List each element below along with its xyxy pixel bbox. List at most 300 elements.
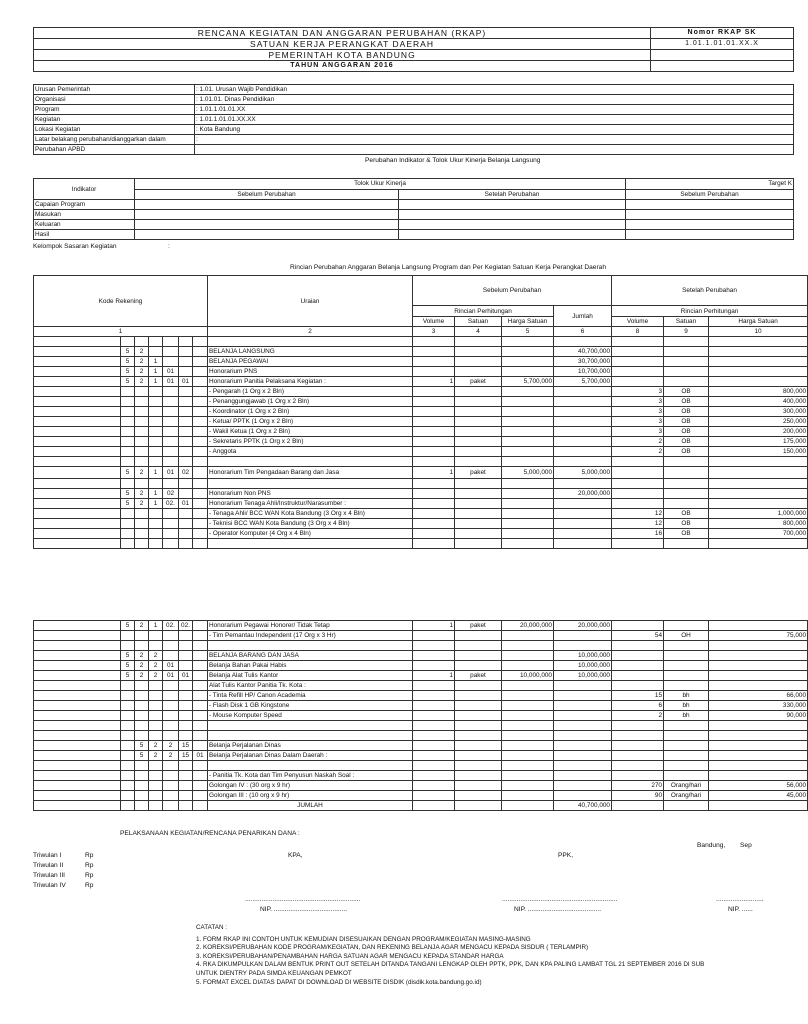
jumlah-cell: 10,000,000 — [554, 661, 612, 671]
kpa-label: KPA, — [288, 852, 303, 859]
jumlah-cell: 20,000,000 — [554, 621, 612, 631]
kode-spacer-cell — [34, 801, 121, 811]
satuan-setelah-cell — [664, 751, 709, 761]
kode-rekening-cell — [163, 731, 179, 741]
col-number-9: 9 — [664, 327, 709, 337]
kode-rekening-cell — [163, 691, 179, 701]
catatan-item: 3. KOREKSI/PERUBAHAN/PENAMBAHAN HARGA SATUAN AGAR MENGACU KEPADA STANDAR HARGA — [196, 952, 504, 960]
info-value: : 1.01.1.01.01.XX — [195, 105, 794, 115]
kode-rekening-cell — [179, 397, 193, 407]
jumlah-cell — [554, 397, 612, 407]
jumlah-cell — [554, 641, 612, 651]
jumlah-cell — [554, 387, 612, 397]
jumlah-cell — [554, 701, 612, 711]
info-label: Program — [34, 105, 195, 115]
volume-setelah-cell — [612, 457, 664, 467]
budget-row — [34, 427, 808, 437]
kode-rekening-cell — [121, 427, 135, 437]
triwulan-row — [33, 852, 113, 862]
satuan-setelah-cell: OB — [664, 417, 709, 427]
volume-cell — [413, 731, 455, 741]
volume-setelah-cell — [612, 661, 664, 671]
jumlah-cell: 40,700,000 — [554, 801, 612, 811]
satuan-cell — [455, 489, 502, 499]
harga-satuan-cell — [502, 539, 554, 549]
budget-row — [34, 791, 808, 801]
kode-rekening-cell — [163, 397, 179, 407]
kode-rekening-cell — [163, 711, 179, 721]
uraian-cell: Golongan III : (10 org x 9 hr) — [208, 791, 413, 801]
kode-spacer-cell — [34, 751, 121, 761]
indikator-setelah-header: Setelah Perubahan — [399, 189, 626, 200]
kode-rekening-cell — [193, 489, 208, 499]
kode-spacer-cell — [34, 539, 121, 549]
kode-spacer-cell — [34, 467, 121, 479]
jumlah-cell — [554, 751, 612, 761]
kode-rekening-cell: 2 — [149, 671, 163, 681]
kode-rekening-cell — [121, 447, 135, 457]
kode-rekening-cell — [135, 479, 149, 489]
target-sebelum-cell — [626, 210, 794, 220]
triwulan-list — [33, 852, 113, 892]
kode-rekening-cell — [163, 437, 179, 447]
kode-rekening-cell — [135, 761, 149, 771]
volume-cell — [413, 499, 455, 509]
volume-header: Volume — [413, 317, 455, 327]
harga-satuan-cell — [502, 387, 554, 397]
kode-rekening-cell — [179, 691, 193, 701]
kode-rekening-cell — [193, 691, 208, 701]
kode-spacer-cell — [34, 347, 121, 357]
harga-setelah-cell — [709, 771, 808, 781]
kode-rekening-cell — [121, 519, 135, 529]
volume-setelah-cell — [612, 801, 664, 811]
uraian-cell — [208, 479, 413, 489]
kode-rekening-cell — [121, 387, 135, 397]
volume-cell — [413, 761, 455, 771]
uraian-cell: Honorarium Tim Pengadaan Barang dan Jasa — [208, 467, 413, 479]
uraian-cell: Alat Tulis Kantor Panitia Tk. Kota : — [208, 681, 413, 691]
indikator-sebelum-header: Sebelum Perubahan — [135, 189, 399, 200]
harga-setelah-cell — [709, 621, 808, 631]
kode-rekening-cell — [135, 519, 149, 529]
kode-rekening-cell — [163, 387, 179, 397]
budget-row — [34, 407, 808, 417]
catatan-item: 1. FORM RKAP INI CONTOH UNTUK KEMUDIAN DISESUAIKAN DENGAN PROGRAM/KEGIATAN MASING-MASING — [196, 935, 531, 943]
kode-rekening-cell — [135, 427, 149, 437]
kode-rekening-cell: 1 — [149, 467, 163, 479]
satuan-cell — [455, 427, 502, 437]
satuan-header: Satuan — [455, 317, 502, 327]
kode-rekening-cell — [163, 771, 179, 781]
volume-cell — [413, 781, 455, 791]
jumlah-cell — [554, 761, 612, 771]
harga-setelah-cell: 330,000 — [709, 701, 808, 711]
catatan-title: CATATAN : — [196, 924, 228, 931]
harga-setelah-cell — [709, 457, 808, 467]
catatan-item: 2. KOREKSI/PERUBAHAN KODE PROGRAM/KEGIATAN, DAN REKENING BELANJA AGAR MENGACU KEPADA SISDUR ( TERLAMPIR) — [196, 944, 589, 952]
uraian-cell: - Wakil Ketua (1 Org x 2 Bln) — [208, 427, 413, 437]
harga-setelah-cell: 56,000 — [709, 781, 808, 791]
harga-satuan-cell: 5,700,000 — [502, 377, 554, 387]
volume-cell: 1 — [413, 671, 455, 681]
triwulan-row — [33, 872, 113, 882]
kode-rekening-cell — [193, 457, 208, 467]
uraian-cell: JUMLAH — [208, 801, 413, 811]
kode-spacer-cell — [34, 337, 121, 347]
budget-row — [34, 499, 808, 509]
jumlah-cell — [554, 519, 612, 529]
volume-setelah-cell — [612, 771, 664, 781]
volume-cell — [413, 661, 455, 671]
budget-row — [34, 691, 808, 701]
uraian-cell: Honorarium Non PNS — [208, 489, 413, 499]
satuan-cell — [455, 509, 502, 519]
kode-rekening-cell — [149, 801, 163, 811]
info-row — [34, 135, 794, 145]
budget-row — [34, 479, 808, 489]
kode-rekening-cell — [149, 681, 163, 691]
kode-spacer-cell — [34, 621, 121, 631]
kode-rekening-cell — [193, 467, 208, 479]
volume-setelah-cell: 90 — [612, 791, 664, 801]
jumlah-header: Jumlah — [554, 306, 612, 327]
catatan-item: 4. RKA DIKUMPULKAN DALAM BENTUK PRINT OUT SETELAH DITANDA TANGANI LENGKAP OLEH PPTK, PPK, DAN KPA PALING LAMBAT TGL 21 SEPTEMBER 2016 DI SUB — [196, 961, 705, 969]
target-sebelum-cell — [626, 200, 794, 210]
volume-cell — [413, 457, 455, 467]
kode-rekening-cell — [179, 761, 193, 771]
kode-spacer-cell — [34, 671, 121, 681]
kode-rekening-cell: 02. — [163, 621, 179, 631]
kode-rekening-cell — [135, 631, 149, 641]
kode-spacer-cell — [34, 771, 121, 781]
satuan-setelah-cell — [664, 377, 709, 387]
kode-rekening-cell — [149, 771, 163, 781]
uraian-cell: Belanja Perjalanan Dinas Dalam Daerah : — [208, 751, 413, 761]
kode-rekening-cell — [193, 529, 208, 539]
satuan-cell — [455, 519, 502, 529]
budget-row — [34, 621, 808, 631]
kode-spacer-cell — [34, 529, 121, 539]
harga-setelah-cell: 800,000 — [709, 387, 808, 397]
doc-subtitle-skpd: SATUAN KERJA PERANGKAT DAERAH — [34, 39, 651, 50]
kode-rekening-cell: 5 — [121, 499, 135, 509]
target-sebelum-header: Sebelum Perubahan — [626, 189, 794, 200]
kode-rekening-cell — [135, 539, 149, 549]
uraian-cell: - Penanggungjawab (1 Org x 2 Bln) — [208, 397, 413, 407]
kode-rekening-cell: 2 — [149, 751, 163, 761]
harga-satuan-cell — [502, 529, 554, 539]
kode-rekening-cell: 1 — [149, 357, 163, 367]
kode-rekening-cell: 2 — [135, 367, 149, 377]
kode-rekening-cell — [163, 457, 179, 467]
jumlah-cell: 40,700,000 — [554, 347, 612, 357]
volume-cell: 1 — [413, 621, 455, 631]
satuan-setelah-cell — [664, 661, 709, 671]
volume-setelah-cell — [612, 467, 664, 479]
satuan-cell — [455, 479, 502, 489]
harga-satuan-cell — [502, 791, 554, 801]
volume-setelah-cell — [612, 761, 664, 771]
kode-rekening-cell: 01 — [193, 751, 208, 761]
kode-rekening-cell — [149, 427, 163, 437]
harga-setelah-cell — [709, 661, 808, 671]
info-row — [34, 145, 794, 155]
kode-rekening-cell — [135, 457, 149, 467]
kode-rekening-cell — [179, 721, 193, 731]
kode-rekening-cell — [149, 337, 163, 347]
satuan-setelah-cell — [664, 721, 709, 731]
kode-rekening-cell: 1 — [149, 377, 163, 387]
jumlah-cell: 5,700,000 — [554, 377, 612, 387]
uraian-cell: BELANJA BARANG DAN JASA — [208, 651, 413, 661]
catatan-item: UNTUK DIENTRY PADA SIMDA KEUANGAN PEMKOT — [196, 969, 352, 977]
indikator-row — [34, 220, 794, 230]
kode-rekening-cell: 5 — [121, 661, 135, 671]
kpa-nip: NIP. ........................................ — [260, 906, 348, 913]
budget-row — [34, 529, 808, 539]
indikator-sebelum-cell — [135, 210, 399, 220]
kode-rekening-cell — [193, 631, 208, 641]
satuan-setelah-cell — [664, 671, 709, 681]
kode-rekening-cell — [179, 651, 193, 661]
satuan-cell — [455, 631, 502, 641]
indikator-setelah-cell — [399, 210, 626, 220]
uraian-cell: - Tim Pemantau Independent (17 Org x 3 Hr) — [208, 631, 413, 641]
harga-satuan-cell — [502, 397, 554, 407]
kode-rekening-cell — [149, 407, 163, 417]
jumlah-cell: 10,700,000 — [554, 367, 612, 377]
indikator-sebelum-cell — [135, 200, 399, 210]
kelompok-sasaran-label: Kelompok Sasaran Kegiatan — [33, 243, 117, 250]
kode-rekening-cell — [179, 539, 193, 549]
triwulan-row — [33, 882, 113, 892]
satuan-setelah-cell: OB — [664, 427, 709, 437]
satuan-cell — [455, 397, 502, 407]
satuan-setelah-cell — [664, 337, 709, 347]
kode-rekening-cell — [121, 761, 135, 771]
kode-rekening-cell — [135, 337, 149, 347]
kode-rekening-cell — [179, 771, 193, 781]
harga-setelah-cell — [709, 367, 808, 377]
kode-rekening-cell — [179, 387, 193, 397]
harga-setelah-cell: 300,000 — [709, 407, 808, 417]
kode-rekening-cell — [179, 489, 193, 499]
volume-cell — [413, 437, 455, 447]
satuan-setelah-cell: OB — [664, 519, 709, 529]
kode-rekening-cell: 1 — [149, 367, 163, 377]
kode-rekening-cell — [163, 509, 179, 519]
kode-rekening-cell — [193, 651, 208, 661]
col-number-4: 4 — [455, 327, 502, 337]
kode-rekening-cell — [149, 641, 163, 651]
bandung-month: Sep — [740, 842, 752, 849]
uraian-cell — [208, 641, 413, 651]
kode-rekening-cell — [193, 437, 208, 447]
triwulan-label: Triwulan III — [33, 872, 65, 879]
volume-setelah-cell: 3 — [612, 397, 664, 407]
kode-rekening-cell — [193, 641, 208, 651]
indikator-row-label: Keluaran — [34, 220, 135, 230]
volume-setelah-cell — [612, 539, 664, 549]
satuan-setelah-cell — [664, 621, 709, 631]
pptk-signature-line: .......................... — [716, 896, 764, 903]
kode-rekening-cell — [163, 791, 179, 801]
volume-setelah-cell — [612, 671, 664, 681]
uraian-cell: - Ketua/ PPTK (1 Org x 2 Bln) — [208, 417, 413, 427]
kode-rekening-cell — [121, 711, 135, 721]
kode-spacer-cell — [34, 691, 121, 701]
harga-satuan-cell: 20,000,000 — [502, 621, 554, 631]
kode-rekening-cell: 01 — [163, 661, 179, 671]
uraian-cell: - Teknisi BCC WAN Kota Bandung (3 Org x 4 Bln) — [208, 519, 413, 529]
satuan-cell — [455, 367, 502, 377]
satuan-cell — [455, 731, 502, 741]
info-value: : — [195, 135, 794, 145]
kode-rekening-cell — [149, 457, 163, 467]
kode-rekening-cell — [135, 791, 149, 801]
kode-rekening-cell: 5 — [135, 751, 149, 761]
kode-rekening-cell — [179, 447, 193, 457]
harga-setelah-cell: 700,000 — [709, 529, 808, 539]
satuan-setelah-cell: Orang/hari — [664, 791, 709, 801]
harga-setelah-cell — [709, 651, 808, 661]
kode-rekening-cell — [135, 781, 149, 791]
jumlah-cell: 30,700,000 — [554, 357, 612, 367]
volume-cell — [413, 397, 455, 407]
jumlah-cell — [554, 711, 612, 721]
volume-cell — [413, 427, 455, 437]
jumlah-cell: 5,000,000 — [554, 467, 612, 479]
budget-row — [34, 671, 808, 681]
kode-rekening-cell: 5 — [121, 367, 135, 377]
kode-rekening-cell: 2 — [163, 741, 179, 751]
volume-setelah-cell — [612, 357, 664, 367]
kode-rekening-cell — [179, 519, 193, 529]
uraian-cell: Belanja Bahan Pakai Habis — [208, 661, 413, 671]
jumlah-cell — [554, 539, 612, 549]
volume-header-2: Volume — [612, 317, 664, 327]
uraian-cell: - Koordinator (1 Org x 2 Bln) — [208, 407, 413, 417]
kode-rekening-cell — [121, 457, 135, 467]
harga-setelah-cell — [709, 801, 808, 811]
info-label: Organisasi — [34, 95, 195, 105]
uraian-cell: Belanja Perjalanan Dinas — [208, 741, 413, 751]
jumlah-cell — [554, 337, 612, 347]
kode-rekening-cell — [179, 701, 193, 711]
budget-row — [34, 489, 808, 499]
volume-cell — [413, 347, 455, 357]
pptk-nip: NIP. ...... — [728, 906, 753, 913]
kode-rekening-cell — [179, 427, 193, 437]
kode-rekening-cell — [179, 631, 193, 641]
harga-setelah-cell: 800,000 — [709, 519, 808, 529]
budget-row — [34, 801, 808, 811]
kode-rekening-cell — [179, 457, 193, 467]
satuan-setelah-cell: OB — [664, 437, 709, 447]
kode-rekening-cell — [193, 791, 208, 801]
kode-spacer-cell — [34, 761, 121, 771]
indikator-setelah-cell — [399, 200, 626, 210]
harga-satuan-cell — [502, 801, 554, 811]
satuan-cell — [455, 387, 502, 397]
satuan-cell — [455, 407, 502, 417]
kode-rekening-cell: 01 — [163, 467, 179, 479]
harga-setelah-cell — [709, 641, 808, 651]
harga-setelah-cell — [709, 489, 808, 499]
kode-rekening-cell — [193, 621, 208, 631]
kode-rekening-cell — [135, 641, 149, 651]
jumlah-cell — [554, 417, 612, 427]
kode-rekening-cell — [149, 701, 163, 711]
kode-rekening-cell: 01 — [163, 671, 179, 681]
harga-setelah-cell — [709, 721, 808, 731]
kode-rekening-cell — [121, 539, 135, 549]
kode-rekening-cell — [193, 681, 208, 691]
kode-rekening-cell: 5 — [121, 621, 135, 631]
kode-rekening-cell — [149, 791, 163, 801]
budget-row — [34, 347, 808, 357]
kode-rekening-cell — [193, 397, 208, 407]
volume-cell — [413, 641, 455, 651]
kode-spacer-cell — [34, 377, 121, 387]
info-label: Perubahan APBD — [34, 145, 195, 155]
kode-rekening-cell — [179, 367, 193, 377]
kode-rekening-cell — [179, 437, 193, 447]
kode-rekening-cell: 5 — [121, 467, 135, 479]
indikator-row — [34, 230, 794, 240]
uraian-cell: - Tinta Refill HP/ Canon Academia — [208, 691, 413, 701]
kode-rekening-cell — [149, 781, 163, 791]
col-number-2: 2 — [208, 327, 413, 337]
kode-rekening-cell — [149, 631, 163, 641]
uraian-cell: - Mouse Komputer Speed — [208, 711, 413, 721]
info-value: : Kota Bandung — [195, 125, 794, 135]
kode-rekening-cell — [163, 801, 179, 811]
kode-spacer-cell — [34, 681, 121, 691]
kode-rekening-cell — [135, 731, 149, 741]
indikator-row — [34, 210, 794, 220]
kode-rekening-cell — [121, 731, 135, 741]
kode-spacer-cell — [34, 631, 121, 641]
kode-rekening-cell: 5 — [121, 377, 135, 387]
kode-rekening-cell — [149, 539, 163, 549]
harga-setelah-cell: 250,000 — [709, 417, 808, 427]
doc-title: RENCANA KEGIATAN DAN ANGGARAN PERUBAHAN (RKAP) — [34, 28, 651, 39]
jumlah-cell — [554, 447, 612, 457]
satuan-setelah-cell — [664, 457, 709, 467]
info-value: : 1.01.1.01.01.XX.XX — [195, 115, 794, 125]
volume-cell — [413, 387, 455, 397]
volume-cell — [413, 801, 455, 811]
kode-rekening-cell: 02 — [163, 489, 179, 499]
volume-cell — [413, 771, 455, 781]
harga-satuan-cell — [502, 751, 554, 761]
kode-rekening-cell — [179, 407, 193, 417]
kode-rekening-cell — [135, 407, 149, 417]
uraian-cell: - Panitia Tk. Kota dan Tim Penyusun Naskah Soal : — [208, 771, 413, 781]
kode-spacer-cell — [34, 731, 121, 741]
budget-row — [34, 367, 808, 377]
budget-row — [34, 781, 808, 791]
jumlah-cell — [554, 781, 612, 791]
target-sebelum-cell — [626, 230, 794, 240]
info-label: Lokasi Kegiatan — [34, 125, 195, 135]
jumlah-cell — [554, 509, 612, 519]
kode-rekening-cell — [193, 347, 208, 357]
info-label: Kegiatan — [34, 115, 195, 125]
satuan-cell — [455, 701, 502, 711]
